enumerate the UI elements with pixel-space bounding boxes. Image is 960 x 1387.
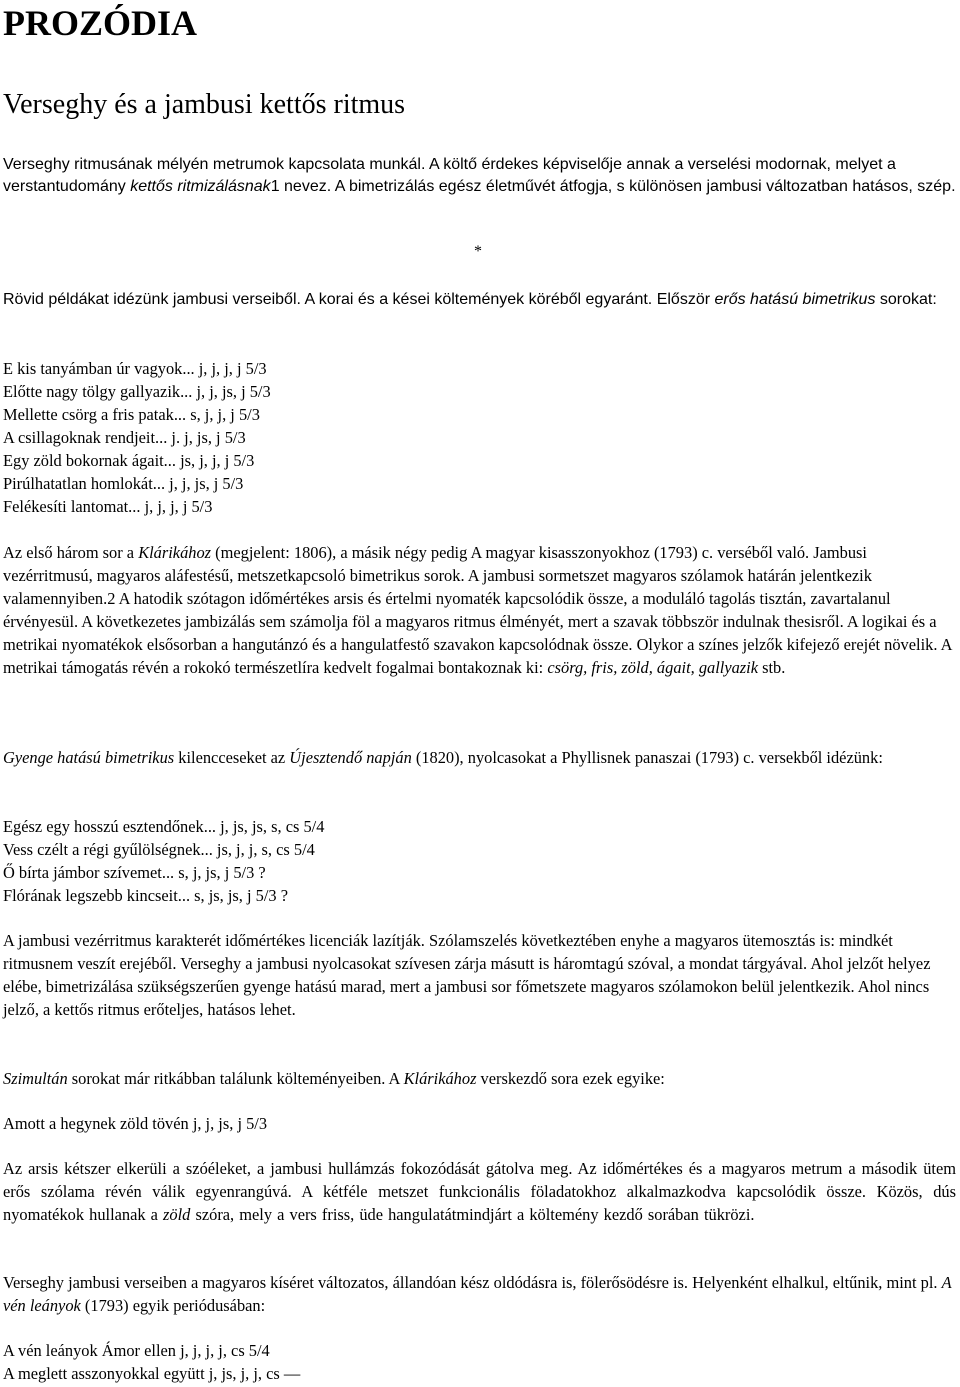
- weak-italic-1: Gyenge hatású bimetrikus: [3, 748, 175, 767]
- examples-text-2: sorokat:: [875, 291, 937, 308]
- weak-text-3: (1820), nyolcasokat a Phyllisnek panaszai (1793) c. versekből idézünk:: [411, 748, 883, 767]
- verseghy-italic: A vén leányok: [3, 1273, 952, 1315]
- verse-line: Pirúlhatatlan homlokát... j, j, js, j 5/3: [3, 474, 244, 493]
- verse-line: Mellette csörg a fris patak... s, j, j, j 5/3: [3, 405, 260, 424]
- simultan-italic-2: Klárikához: [403, 1069, 477, 1088]
- verse-block-4: [3, 1339, 956, 1385]
- verseghy-text-1: Verseghy jambusi verseiben a magyaros kíséret változatos, állandóan kész oldódásra is, fölerősödésre is. Helyenként elhalkul, eltűnik, mint pl.: [3, 1273, 942, 1292]
- verseghy-text-2: (1793) egyik periódusában:: [80, 1296, 266, 1315]
- arsis-text-1: Az arsis kétszer elkerüli a szóéleket, a jambusi hullámzás fokozódását gátolva meg. Az időmértékes és a magyaros metrum a második ütem erős szólama révén válik egyenrangúvá. A kétféle metszet funkcionális föladatokhoz alkalmazkodva kapcsolódik össze. Közös, dús nyomatékok hullanak a: [3, 1159, 956, 1224]
- analysis-text-3: stb.: [758, 658, 786, 677]
- analysis-text-2: (megjelent: 1806), a másik négy pedig A magyar kisasszonyokhoz (1793) c. verséből való. Jambusi vezérritmusú, magyaros aláfestésű, metszetkapcsoló bimetrikus sorok. A jambusi sormetszet magyaros szólamok határán jelentkezik valamennyiben.2 A hatodik szótagon időmértékes arsis és értelmi nyomaték kapcsolódik össze, a moduláló tagolás tisztán, zavartalanul érvényesül. A következetes jambizálás sem számolja föl a magyaros ritmus élményét, mert a szavak többször indulnak thesisről. A logikai és a metrikai nyomatékok elsősorban a hangutánzó és a hangulatfestő szavakon kapcsolódnak össze. Olykor a színes jelzők kifejező erejét növelik. A metrikai támogatás révén a rokokó természetlíra kedvelt fogalmai bontakoznak ki:: [3, 543, 952, 677]
- lead-paragraph: A jambusi vezérritmus karakterét időmértékes licenciák lazítják. Szólamszelés következtében enyhe a magyaros ütemosztás is: mindkét ritmusnem veszít erejéből. Verseghy a jambusi nyolcasokat szívesen zárja másutt is háromtagú szóval, a mondat tárgyával. Ahol jelzőt helyez elébe, bimetrizálása szükségszerűen gyenge hatású marad, mert a jambusi sor főmetszete magyaros szólamokon belül jelentkezik. Ahol nincs jelző, a kettős ritmus erőteljes, hatásos lehet.: [3, 931, 931, 1019]
- simultan-text-1: sorokat már ritkábban találunk költeményeiben. A: [67, 1069, 404, 1088]
- analysis-italic-2: csörg, fris, zöld, ágait, gallyazik: [547, 658, 758, 677]
- simultan-paragraph: [3, 1067, 956, 1090]
- examples-paragraph: [3, 289, 956, 311]
- verse-line: Egész egy hosszú esztendőnek... j, js, js, s, cs 5/4: [3, 817, 325, 836]
- verseghy-paragraph: [3, 1271, 956, 1317]
- verse-line: A csillagoknak rendjeit... j. j, js, j 5/3: [3, 428, 246, 447]
- verse-line: Előtte nagy tölgy gallyazik... j, j, js, j 5/3: [3, 382, 271, 401]
- verse-line: Vess czélt a régi gyűlölségnek... js, j, j, s, cs 5/4: [3, 840, 315, 859]
- analysis-italic-1: Klárikához: [138, 543, 212, 562]
- simultan-italic-1: Szimultán: [3, 1069, 68, 1088]
- verse-block-2: [3, 815, 956, 907]
- verse-line: Egy zöld bokornak ágait... js, j, j, j 5/3: [3, 451, 255, 470]
- arsis-italic: zöld: [163, 1205, 191, 1224]
- section-title: Verseghy és a jambusi kettős ritmus: [3, 89, 406, 120]
- arsis-paragraph: [3, 1157, 956, 1226]
- verse-line: A meglett asszonyokkal együtt j, js, j, j, cs —: [3, 1364, 301, 1383]
- examples-text-1: Rövid példákat idézünk jambusi verseiből. A korai és a kései költemények köréből egyaránt. Először: [3, 291, 715, 308]
- weak-text-2: kilencceseket az: [174, 748, 290, 767]
- intro-text-1: Verseghy ritmusának mélyén metrumok kapcsolata munkál. A költő érdekes képviselője annak a verselési modornak, melyet a verstantudomány: [3, 156, 896, 195]
- verse-block-1: [3, 357, 956, 518]
- intro-paragraph: [3, 154, 956, 198]
- verse-line: Felékesíti lantomat... j, j, j, j 5/3: [3, 497, 213, 516]
- intro-text-2: 1 nevez. A bimetrizálás egész életművét átfogja, s különösen jambusi változatban hatásos, szép.: [270, 178, 956, 195]
- page-title: PROZÓDIA: [3, 3, 198, 43]
- verse-line: A vén leányok Ámor ellen j, j, j, j, cs 5/4: [3, 1341, 270, 1360]
- weak-italic-2: Újesztendő napján: [289, 748, 412, 767]
- arsis-text-2: szóra, mely a vers friss, üde hangulatátmindjárt a költemény kezdő sorában tükrözi.: [190, 1205, 755, 1224]
- analysis-paragraph: [3, 541, 956, 679]
- weak-paragraph: [3, 746, 956, 769]
- intro-italic: kettős ritmizálásnak: [130, 178, 271, 195]
- verse-line-single: Amott a hegynek zöld tövén j, j, js, j 5/3: [3, 1114, 268, 1133]
- examples-italic: erős hatású bimetrikus: [714, 291, 876, 308]
- simultan-text-2: verskezdő sora ezek egyike:: [476, 1069, 665, 1088]
- verse-line: E kis tanyámban úr vagyok... j, j, j, j 5/3: [3, 359, 267, 378]
- verse-line: Flórának legszebb kincseit... s, js, js, j 5/3 ?: [3, 886, 288, 905]
- analysis-text-1: Az első három sor a: [3, 543, 139, 562]
- verse-line: Ő bírta jámbor szívemet... s, j, js, j 5/3 ?: [3, 863, 266, 882]
- section-separator: *: [474, 243, 482, 260]
